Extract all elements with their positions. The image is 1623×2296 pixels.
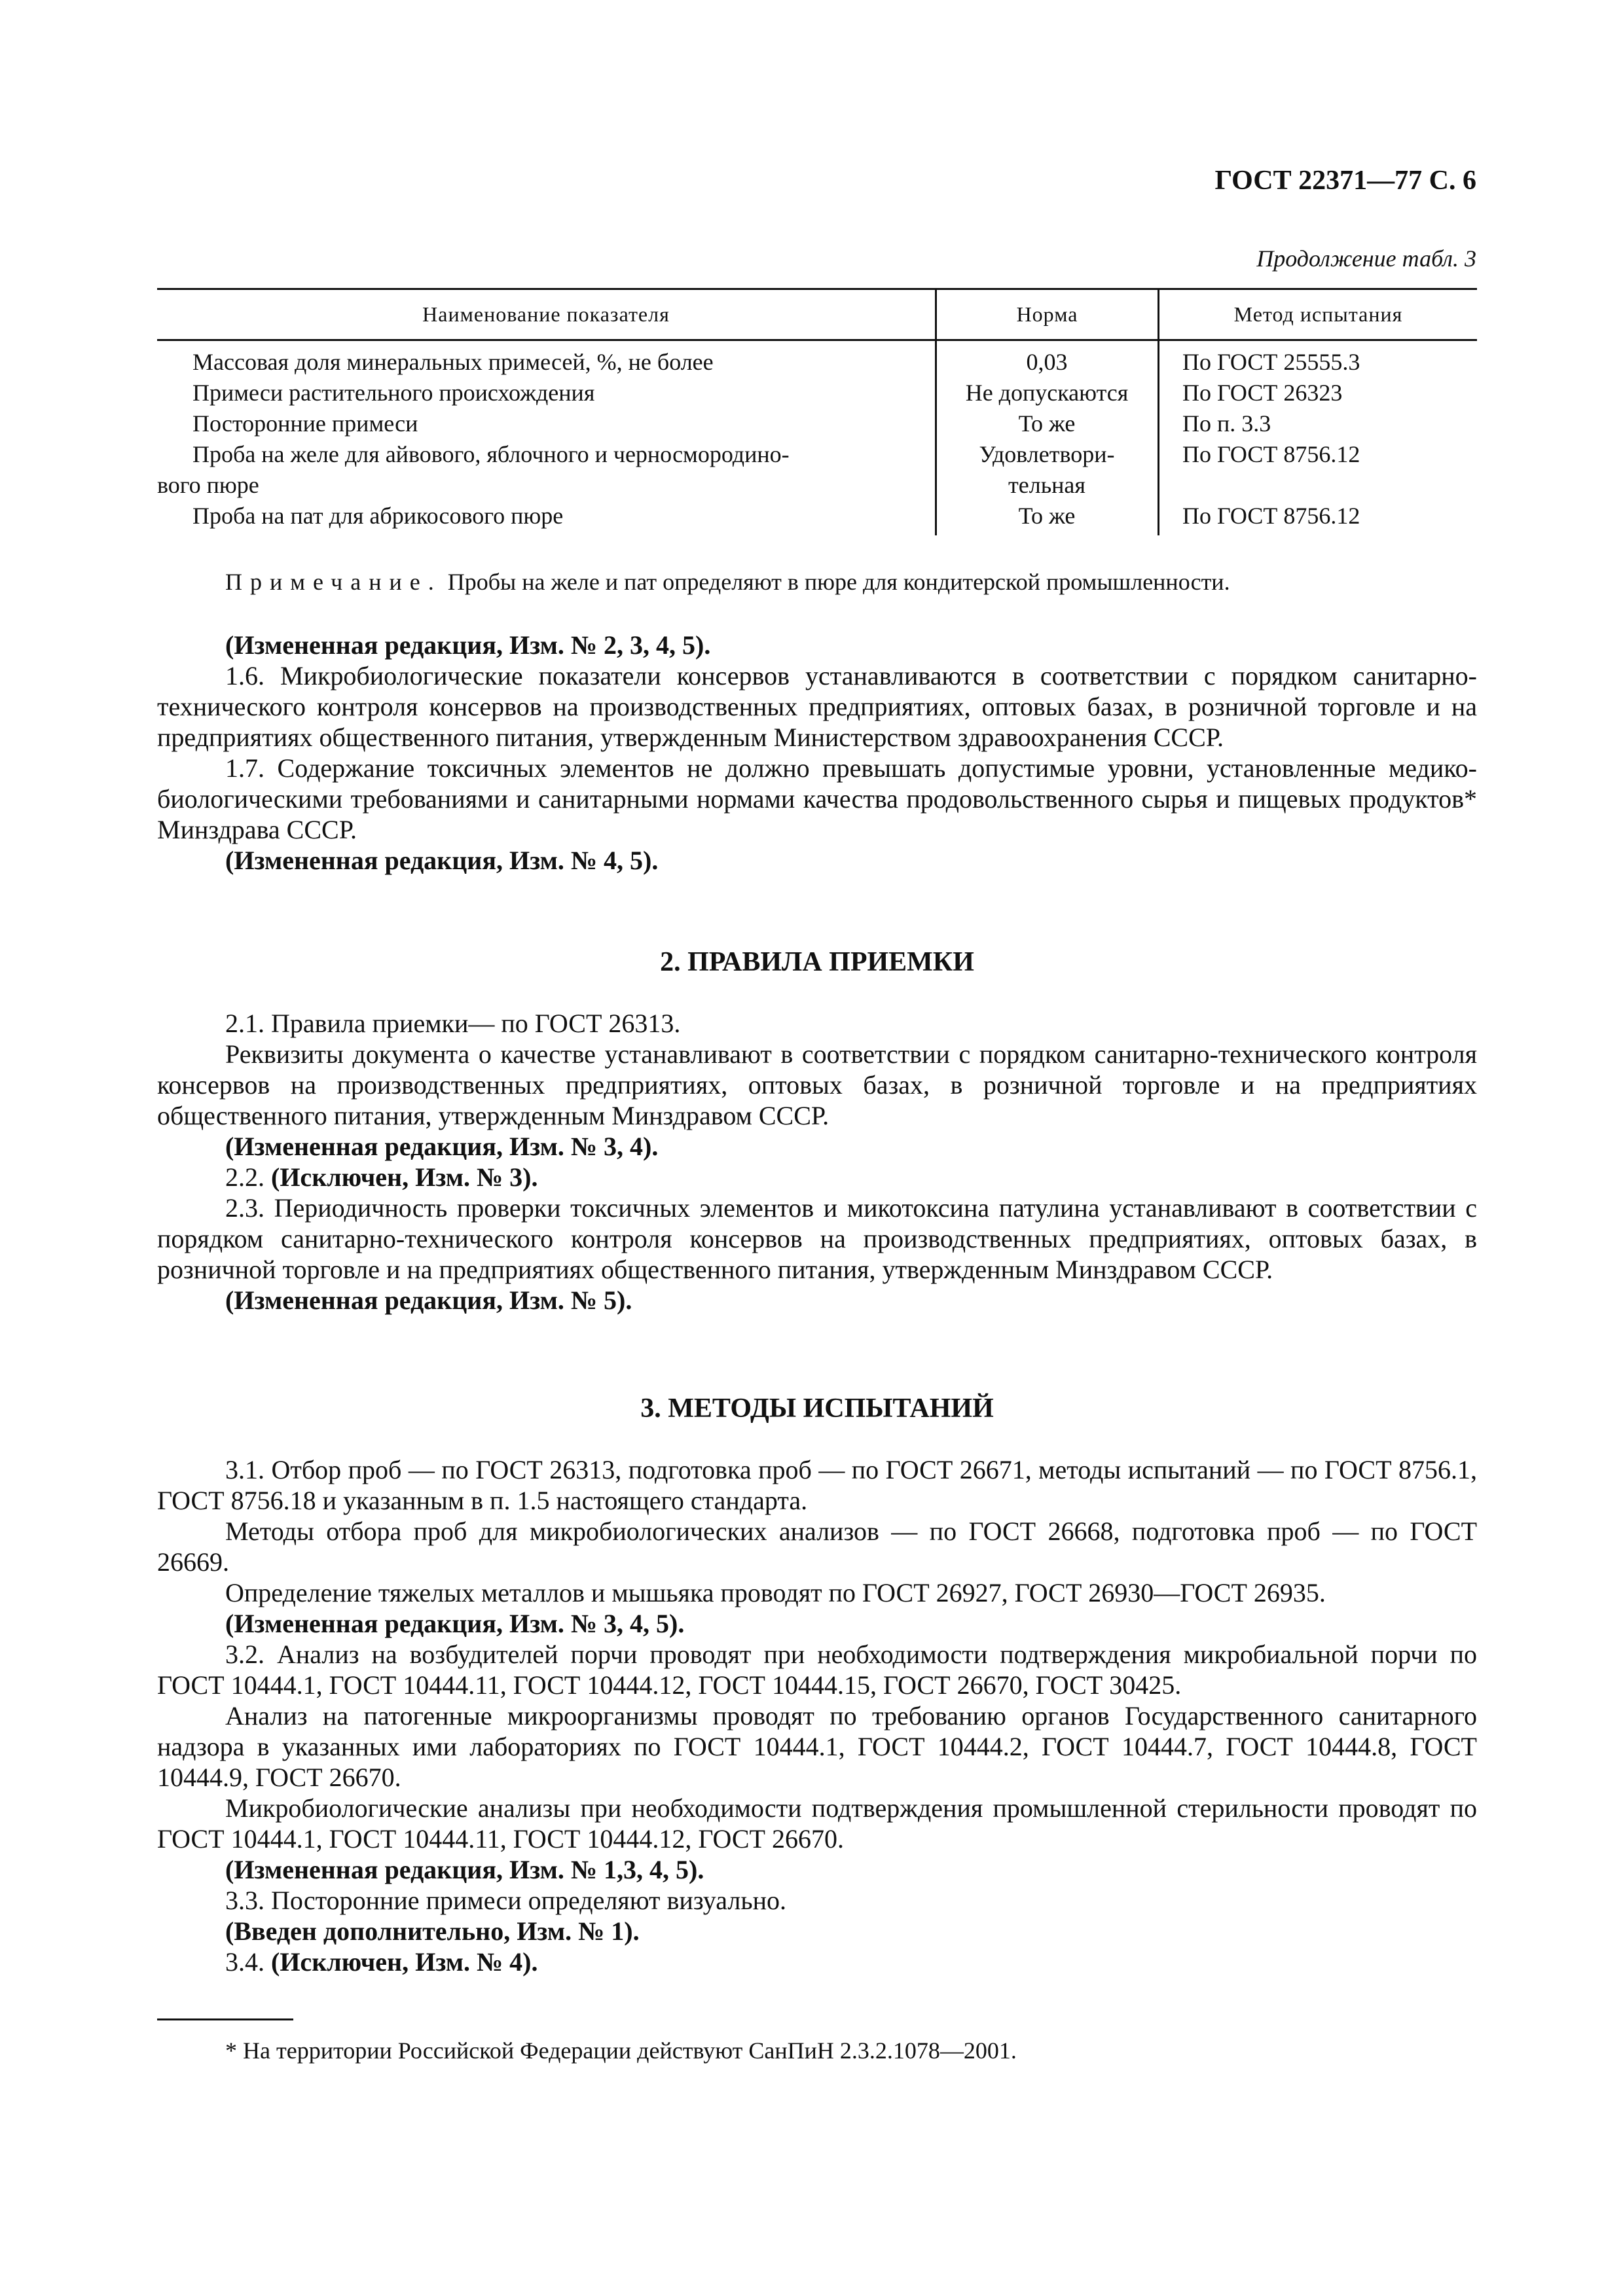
paragraph-3-1-sampling: Методы отбора проб для микробиологических анализов — по ГОСТ 26668, подготовка проб — по ГОСТ 26669. — [157, 1516, 1477, 1577]
row-name: Посторонние примеси — [192, 410, 418, 437]
footnote: * На территории Российской Федерации действуют СанПиН 2.3.2.1078—2001. — [225, 2037, 1017, 2064]
section-2-title: 2. ПРАВИЛА ПРИЕМКИ — [660, 947, 974, 977]
row-method: По п. 3.3 — [1182, 410, 1271, 437]
row-norm: То же — [1018, 410, 1076, 437]
section-1-continued — [157, 630, 1477, 876]
excluded-note: (Исключен, Изм. № 4). — [271, 1947, 538, 1977]
row-method: По ГОСТ 25555.3 — [1182, 349, 1360, 375]
row-norm-continued: тельная — [1008, 472, 1085, 498]
paragraph-number: 3.4. — [225, 1947, 264, 1977]
table-continuation-label: Продолжение табл. 3 — [1256, 245, 1476, 272]
column-header-method: Метод испытания — [1233, 302, 1403, 326]
paragraph-2-2 — [157, 1162, 1477, 1193]
note-text: Пробы на желе и пат определяют в пюре для кондитерской промышленности. — [447, 569, 1230, 595]
paragraph-2-1: 2.1. Правила приемки— по ГОСТ 26313. — [225, 1009, 681, 1038]
paragraph-3-2-pathogens: Анализ на патогенные микроорганизмы проводят по требованию органов Государственного санитарного надзора в указанных ими лабораториях по ГОСТ 10444.1, ГОСТ 10444.2, ГОСТ 10444.7, ГОСТ 10444.8, ГОСТ 10444.9, ГОСТ 26670. — [157, 1701, 1477, 1792]
row-name: Проба на желе для айвового, яблочного и черносмородино- — [192, 441, 790, 467]
paragraph-2-3: 2.3. Периодичность проверки токсичных элементов и микотоксина патулина устанавливают в соответствии с порядком санитарно-технического контроля консервов на производственных предприятиях, оптовых базах, в розничной торговле и на предприятиях общественного питания, утвержденным Минздравом СССР. — [157, 1193, 1477, 1284]
paragraph-2-1-details: Реквизиты документа о качестве устанавливают в соответствии с порядком санитарно-технического контроля консервов на производственных предприятиях, оптовых базах, в розничной торговле и на предприятиях общественного питания, утвержденным Минздравом СССР. — [157, 1039, 1477, 1130]
footnote-rule — [157, 2018, 293, 2020]
excluded-note: (Исключен, Изм. № 3). — [271, 1162, 538, 1192]
section-3-title: 3. МЕТОДЫ ИСПЫТАНИЙ — [640, 1393, 994, 1424]
paragraph-1-6: 1.6. Микробиологические показатели консервов устанавливаются в соответствии с порядком санитарно-технического контроля консервов на производственных предприятиях, оптовых базах, в розничной торговле и на предприятиях общественного питания, утвержденным Министерством здравоохранения СССР. — [157, 661, 1477, 752]
section-3-body — [157, 1454, 1477, 1977]
row-name: Проба на пат для абрикосового пюре — [192, 503, 564, 529]
amendment-note: (Введен дополнительно, Изм. № 1). — [225, 1916, 640, 1946]
paragraph-3-4 — [157, 1946, 1477, 1977]
table-header-rule — [157, 339, 1477, 341]
column-header-norm: Норма — [1016, 302, 1078, 326]
amendment-note: (Измененная редакция, Изм. № 1,3, 4, 5). — [225, 1855, 704, 1884]
paragraph-3-2: 3.2. Анализ на возбудителей порчи проводят при необходимости подтверждения микробиальной порчи по ГОСТ 10444.1, ГОСТ 10444.11, ГОСТ 10444.12, ГОСТ 10444.15, ГОСТ 26670, ГОСТ 30425. — [157, 1640, 1477, 1700]
table-note — [225, 568, 1230, 596]
amendment-note: (Измененная редакция, Изм. № 4, 5). — [225, 846, 659, 875]
section-2-body — [157, 1008, 1477, 1316]
paragraph-3-3: 3.3. Посторонние примеси определяют визуально. — [225, 1886, 786, 1915]
note-label: Примечание. — [225, 569, 442, 595]
amendment-note: (Измененная редакция, Изм. № 3, 4). — [225, 1132, 659, 1161]
table-top-rule — [157, 288, 1477, 290]
row-method: По ГОСТ 8756.12 — [1182, 503, 1360, 529]
paragraph-number: 2.2. — [225, 1162, 264, 1192]
paragraph-3-2-sterility: Микробиологические анализы при необходимости подтверждения промышленной стерильности проводят по ГОСТ 10444.1, ГОСТ 10444.11, ГОСТ 10444.12, ГОСТ 26670. — [157, 1793, 1477, 1854]
row-norm: То же — [1018, 503, 1076, 529]
column-header-name: Наименование показателя — [422, 302, 670, 326]
page-header: ГОСТ 22371—77 С. 6 — [1214, 166, 1476, 196]
paragraph-3-1: 3.1. Отбор проб — по ГОСТ 26313, подготовка проб — по ГОСТ 26671, методы испытаний — по ГОСТ 8756.1, ГОСТ 8756.18 и указанным в п. 1.5 настоящего стандарта. — [157, 1455, 1477, 1515]
paragraph-3-1-metals: Определение тяжелых металлов и мышьяка проводят по ГОСТ 26927, ГОСТ 26930—ГОСТ 26935. — [225, 1578, 1326, 1607]
row-norm: Удовлетвори- — [979, 441, 1115, 467]
amendment-note: (Измененная редакция, Изм. № 3, 4, 5). — [225, 1609, 685, 1638]
amendment-note: (Измененная редакция, Изм. № 2, 3, 4, 5). — [225, 630, 711, 660]
row-name: Массовая доля минеральных примесей, %, не более — [192, 349, 714, 375]
row-method: По ГОСТ 26323 — [1182, 380, 1343, 406]
row-method: По ГОСТ 8756.12 — [1182, 441, 1360, 467]
row-name-continued: вого пюре — [157, 472, 259, 498]
row-norm: Не допускаются — [965, 380, 1129, 406]
row-norm: 0,03 — [1026, 349, 1068, 375]
paragraph-1-7: 1.7. Содержание токсичных элементов не должно превышать допустимые уровни, установленные медико-биологическими требованиями и санитарными нормами качества продовольственного сырья и пищевых продуктов* Минздрава СССР. — [157, 753, 1477, 844]
amendment-note: (Измененная редакция, Изм. № 5). — [225, 1285, 632, 1315]
row-name: Примеси растительного происхождения — [192, 380, 595, 406]
